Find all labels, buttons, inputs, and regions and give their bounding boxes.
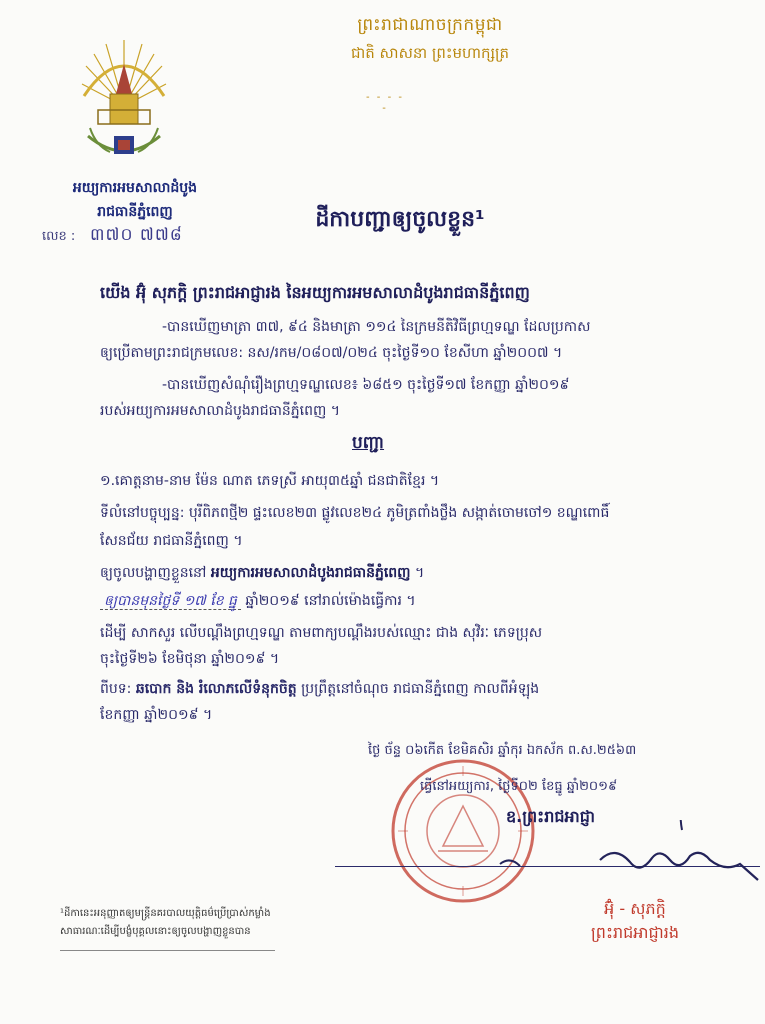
handwritten-deadline: ឲ្យបានមុនថ្ងៃទី ១៧ ខែ ធ្នូ — [100, 593, 241, 610]
legal-basis-line2: ឲ្យប្រើតាមព្រះរាជក្រមលេខ: នស/រកម/០៨០៧/០២៤ ចុះថ្ងៃទី១០ ខែសីហា ឆ្នាំ២០០៧ ។ — [100, 345, 563, 361]
charge-offense: ឆបោក និង រំលោភលើទំនុកចិត្ត — [135, 681, 297, 697]
issuer-statement: យើង អ៊ុំ សុភក្តិ ព្រះរាជអាជ្ញារង នៃអយ្យការអមសាលាដំបូងរាជធានីភ្នំពេញ — [100, 283, 530, 302]
address-line1: ទីលំនៅបច្ចុប្បន្ន: បុរីពិភពថ្មី២ ផ្ទះលេខ២៣ ផ្លូវលេខ២៤ ភូមិត្រពាំងថ្លឹង សង្កាត់ចោមចៅ១ ខណ្ឌពោធិ៍ — [100, 505, 610, 521]
footnote — [60, 905, 330, 941]
footnote-rule — [60, 950, 275, 951]
court-name-line1: អយ្យការអមសាលាដំបូង — [72, 180, 198, 196]
national-motto: ជាតិ សាសនា ព្រះមហាក្សត្រ — [350, 44, 510, 62]
lunar-date: ថ្ងៃ ច័ន្ទ ០៦កើត ខែមិគសិរ ឆ្នាំកុរ ឯកស័ក ព.ស.២៥៦៣ — [368, 743, 637, 758]
court-name — [30, 176, 240, 224]
reference-label: លេខ : — [42, 229, 76, 244]
kingdom-header: ព្រះរាជាណាចក្រកម្ពុជា — [357, 15, 503, 35]
case-file-line2: របស់អយ្យការអមសាលាដំបូងរាជធានីភ្នំពេញ ។ — [100, 403, 341, 419]
summons-location-prefix: ឲ្យចូលបង្ហាញខ្លួននៅ — [100, 565, 207, 581]
document-title: ដីកាបញ្ជាឲ្យចូលខ្លួន¹ — [315, 207, 485, 232]
signer-name-stamp — [550, 897, 720, 945]
order-heading: បញ្ជា — [352, 433, 385, 453]
charge-prefix: ពីបទ: — [100, 681, 132, 697]
person-details: ១.គោត្តនាម-នាម ម៉ែន ណាត ភេទស្រី អាយុ៣៥ឆ្នាំ ជនជាតិខ្មែរ ។ — [100, 473, 440, 489]
signer-title: ឧ.ព្រះរាជអាជ្ញា — [506, 807, 595, 826]
legal-basis-line1: -បានឃើញមាត្រា ៣៧, ៩៤ និងមាត្រា ១១៤ នៃក្រមនីតិវិធីព្រហ្មទណ្ឌ ដែលប្រកាស — [162, 319, 591, 335]
signer-name: អ៊ុំ - សុភក្តិ — [604, 899, 666, 918]
signature-icon — [330, 820, 760, 900]
case-file-line1: -បានឃើញសំណុំរឿងព្រហ្មទណ្ឌលេខ៖ ៦៨៥១ ចុះថ្ងៃទី១៧ ខែកញ្ញា ឆ្នាំ២០១៩ — [162, 377, 570, 393]
header-ornament: - - - - - — [366, 92, 404, 114]
signer-position: ព្រះរាជអាជ្ញារង — [591, 923, 679, 942]
summons-deadline — [100, 588, 750, 614]
footnote-line2: សាធារណៈដើម្បីបង្ខំបុគ្គលនោះឲ្យចូលបង្ហាញខ្លួនបាន — [60, 926, 251, 937]
issue-date: ធ្វើនៅអយ្យការ, ថ្ងៃទី០២ ខែធ្នូ ឆ្នាំ២០១៩ — [420, 779, 618, 794]
charge-line — [100, 676, 750, 702]
purpose-line1: ដើម្បី សាកសួរ លើបណ្តឹងព្រហ្មទណ្ឌ តាមពាក្យបណ្តឹងរបស់ឈ្មោះ ជាង សុវិរៈ ភេទប្រុស — [100, 625, 543, 641]
summons-location — [100, 560, 750, 586]
summons-location-suffix: ។ — [414, 565, 425, 581]
reference-number: ៣៧០ ៧៧៨ — [90, 225, 183, 245]
charge-period: ខែកញ្ញា ឆ្នាំ២០១៩ ។ — [100, 707, 213, 723]
court-name-line2: រាជធានីភ្នំពេញ — [97, 204, 173, 220]
footnote-line1: ¹ដីកានេះអនុញ្ញាតឲ្យមន្ត្រីនគរបាលយុត្តិធម៌ប្រើប្រាស់កម្លាំង — [60, 908, 271, 919]
charge-suffix: ប្រព្រឹត្តនៅចំណុច រាជធានីភ្នំពេញ កាលពីអំឡុង — [301, 681, 540, 697]
summons-location-court: អយ្យការអមសាលាដំបូងរាជធានីភ្នំពេញ — [210, 565, 411, 581]
address-line2: សែនជ័យ រាជធានីភ្នំពេញ ។ — [100, 533, 243, 549]
court-emblem-icon — [76, 36, 172, 176]
purpose-line2: ចុះថ្ងៃទី២៦ ខែមិថុនា ឆ្នាំ២០១៩ ។ — [100, 651, 280, 667]
deadline-rest: ឆ្នាំ២០១៩ នៅរាល់ម៉ោងធ្វើការ ។ — [245, 593, 416, 609]
